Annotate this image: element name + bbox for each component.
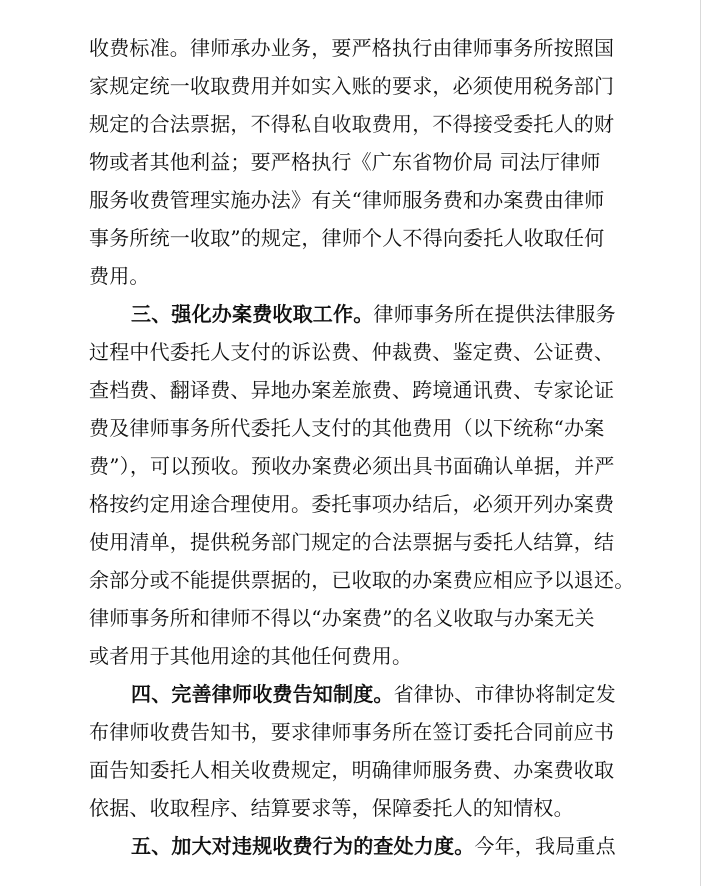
section-three-line bbox=[131, 299, 616, 329]
section-five-line bbox=[131, 831, 616, 861]
text-line: 律师事务所和律师不得以“办案费”的名义收取与办案无关 bbox=[89, 606, 595, 630]
text-line: 或者用于其他用途的其他任何费用。 bbox=[89, 644, 413, 668]
section-five-heading: 五、加大对违规收费行为的查处力度。 bbox=[131, 834, 475, 858]
section-three-heading: 三、强化办案费收取工作。 bbox=[131, 302, 374, 326]
text-line: 布律师收费告知书，要求律师事务所在签订委托合同前应书 bbox=[89, 720, 615, 744]
section-four-text: 省律协、市律协将制定发 bbox=[393, 682, 616, 706]
text-line: 格按约定用途合理使用。委托事项办结后，必须开列办案费 bbox=[89, 492, 615, 516]
text-line: 查档费、翻译费、异地办案差旅费、跨境通讯费、专家论证 bbox=[89, 378, 615, 402]
page-edge-divider bbox=[700, 0, 701, 886]
text-line: 事务所统一收取”的规定，律师个人不得向委托人收取任何 bbox=[89, 226, 605, 250]
text-line: 服务收费管理实施办法》有关“律师服务费和办案费由律师 bbox=[89, 188, 605, 212]
text-line: 依据、收取程序、结算要求等，保障委托人的知情权。 bbox=[89, 796, 574, 820]
text-line: 面告知委托人相关收费规定，明确律师服务费、办案费收取 bbox=[89, 758, 615, 782]
text-line: 余部分或不能提供票据的，已收取的办案费应相应予以退还。 bbox=[89, 568, 635, 592]
text-line: 家规定统一收取费用并如实入账的要求，必须使用税务部门 bbox=[89, 74, 615, 98]
text-line: 过程中代委托人支付的诉讼费、仲裁费、鉴定费、公证费、 bbox=[89, 340, 615, 364]
text-line: 收费标准。律师承办业务，要严格执行由律师事务所按照国 bbox=[89, 36, 615, 60]
text-line: 费及律师事务所代委托人支付的其他费用（以下统称“办案 bbox=[89, 416, 605, 440]
text-line: 费用。 bbox=[89, 264, 150, 288]
text-line: 规定的合法票据，不得私自收取费用，不得接受委托人的财 bbox=[89, 112, 615, 136]
text-line: 物或者其他利益；要严格执行《广东省物价局 司法厅律师 bbox=[89, 150, 601, 174]
text-line: 费”），可以预收。预收办案费必须出具书面确认单据，并严 bbox=[89, 454, 615, 478]
section-four-line bbox=[131, 679, 616, 709]
text-line: 使用清单，提供税务部门规定的合法票据与委托人结算，结 bbox=[89, 530, 615, 554]
section-five-text: 今年，我局重点 bbox=[474, 834, 616, 858]
section-four-heading: 四、完善律师收费告知制度。 bbox=[131, 682, 394, 706]
section-three-text: 律师事务所在提供法律服务 bbox=[373, 302, 616, 326]
